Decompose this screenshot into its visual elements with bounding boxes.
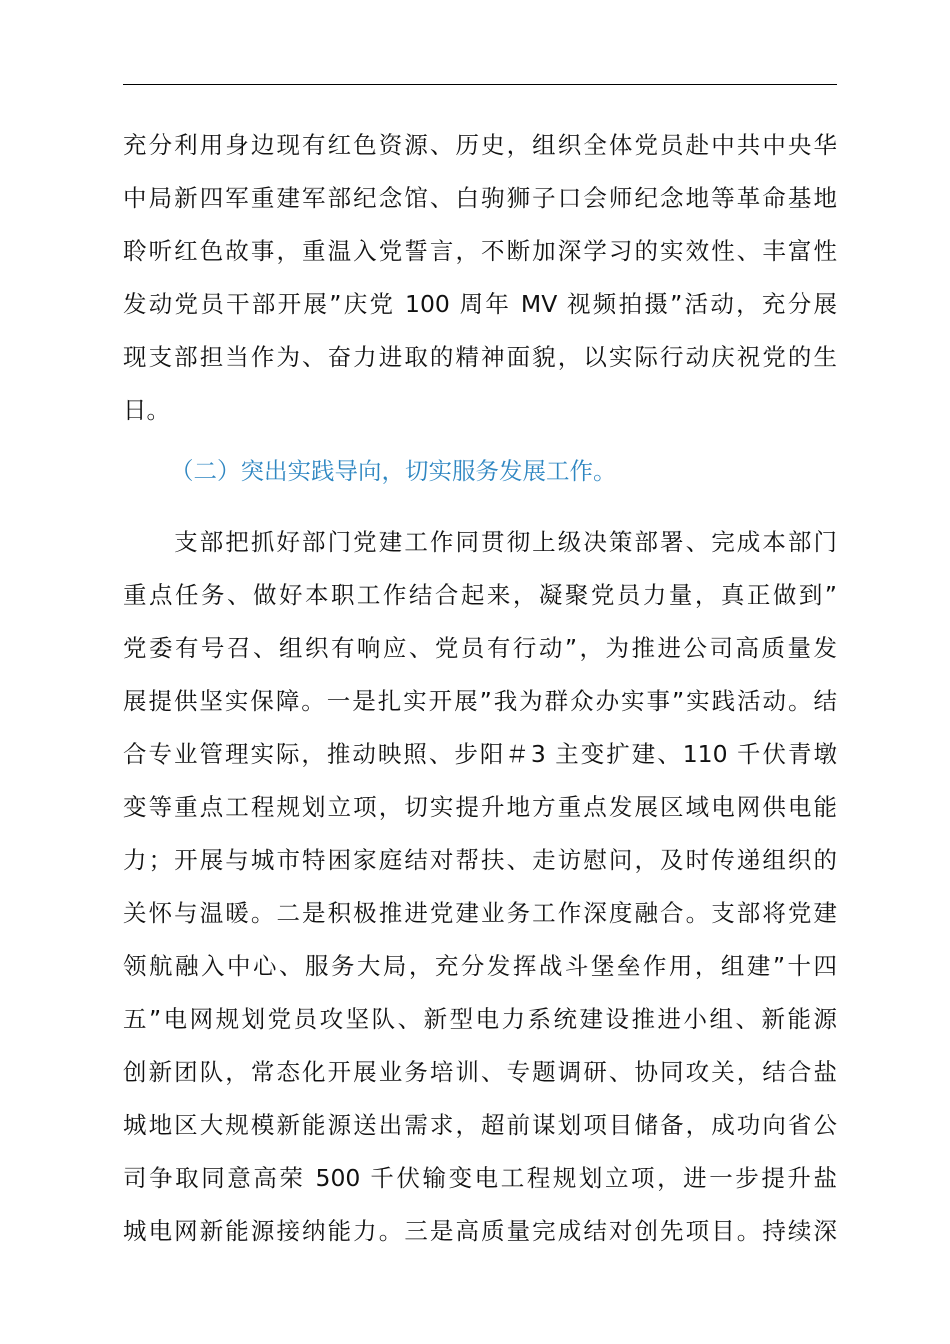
paragraph-line: 中局新四军重建军部纪念馆、白驹狮子口会师纪念地等革命基地 <box>123 184 837 212</box>
paragraph-line: 力；开展与城市特困家庭结对帮扶、走访慰问，及时传递组织的 <box>123 846 837 874</box>
paragraph-line: 司争取同意高荣 500 千伏输变电工程规划立项，进一步提升盐 <box>123 1164 837 1192</box>
paragraph-line: 现支部担当作为、奋力进取的精神面貌，以实际行动庆祝党的生 <box>123 343 837 371</box>
paragraph-line: 日。 <box>123 396 170 424</box>
paragraph-line: 党委有号召、组织有响应、党员有行动”，为推进公司高质量发 <box>123 634 837 662</box>
paragraph-line: 发动党员干部开展”庆党 100 周年 MV 视频拍摄”活动，充分展 <box>123 290 837 318</box>
paragraph-line: 城电网新能源接纳能力。三是高质量完成结对创先项目。持续深 <box>123 1217 837 1245</box>
paragraph-1 <box>123 119 837 437</box>
paragraph-line: 合专业管理实际，推动映照、步阳＃3 主变扩建、110 千伏青墩 <box>123 740 837 768</box>
paragraph-line: 五”电网规划党员攻坚队、新型电力系统建设推进小组、新能源 <box>123 1005 837 1033</box>
paragraph-line: 创新团队，常态化开展业务培训、专题调研、协同攻关，结合盐 <box>123 1058 837 1086</box>
paragraph-line: 领航融入中心、服务大局，充分发挥战斗堡垒作用，组建”十四 <box>123 952 837 980</box>
paragraph-line: 变等重点工程规划立项，切实提升地方重点发展区域电网供电能 <box>123 793 837 821</box>
paragraph-line: 展提供坚实保障。一是扎实开展”我为群众办实事”实践活动。结 <box>123 687 837 715</box>
document-body <box>123 119 837 1258</box>
header-rule <box>123 84 837 85</box>
paragraph-line: 关怀与温暖。二是积极推进党建业务工作深度融合。支部将党建 <box>123 899 837 927</box>
paragraph-line: 重点任务、做好本职工作结合起来，凝聚党员力量，真正做到” <box>123 581 837 609</box>
paragraph-line: 城地区大规模新能源送出需求，超前谋划项目储备，成功向省公 <box>123 1111 837 1139</box>
paragraph-line: 支部把抓好部门党建工作同贯彻上级决策部署、完成本部门 <box>123 528 837 556</box>
paragraph-line: 聆听红色故事，重温入党誓言，不断加深学习的实效性、丰富性 <box>123 237 837 265</box>
paragraph-line: 充分利用身边现有红色资源、历史，组织全体党员赴中共中央华 <box>123 131 837 159</box>
paragraph-2 <box>123 516 837 1258</box>
section-heading: （二）突出实践导向，切实服务发展工作。 <box>170 457 617 485</box>
